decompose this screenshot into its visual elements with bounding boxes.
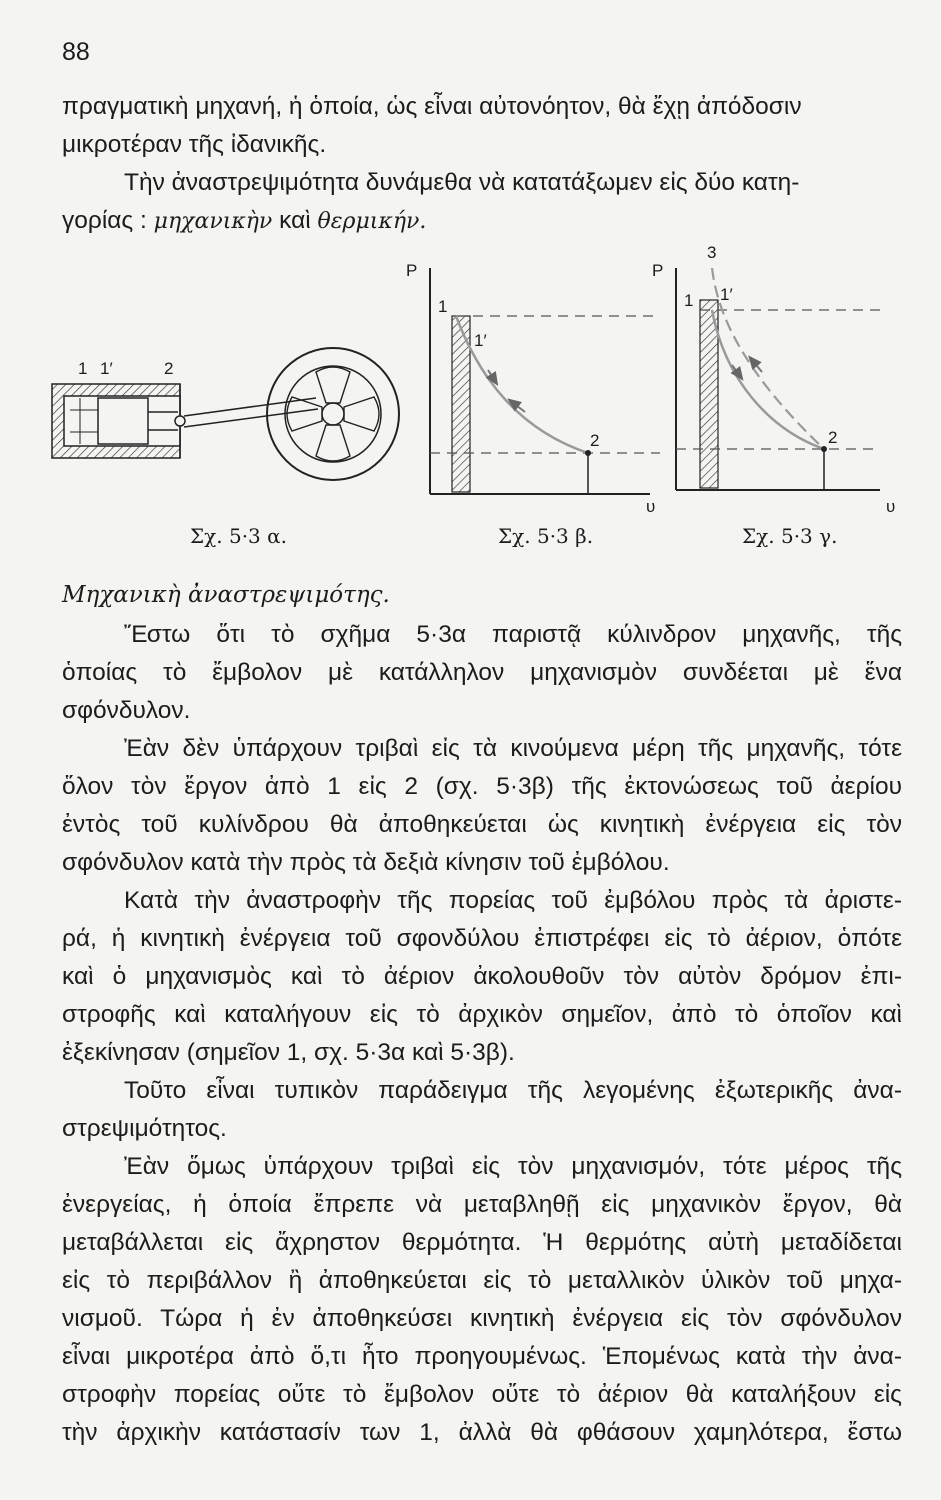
figure-group: [0, 0, 941, 560]
text-line: ἐντὸς τοῦ κυλίνδρου θὰ ἀποθηκεύεται ὡς κινητικὴ ἐνέργεια εἰς τὸν: [62, 811, 902, 838]
figure-5-3b: [406, 261, 660, 516]
axis-label-p: P: [406, 261, 418, 280]
text-line: ὁποίας τὸ ἔμβολον μὲ κατάλληλον μηχανισμὸν συνδέεται μὲ ἕνα: [62, 659, 902, 686]
text-line: ἐξεκίνησαν (σημεῖον 1, σχ. 5·3α καὶ 5·3β).: [62, 1039, 515, 1066]
caption-fig-5-3c: Σχ. 5·3 γ.: [742, 524, 838, 548]
point-2: 2: [590, 431, 600, 450]
caption-fig-5-3a: Σχ. 5·3 α.: [190, 524, 288, 548]
text-line: στροφὴν πορείας οὔτε τὸ ἔμβολον οὔτε τὸ ἀέριον θὰ καταλήξουν εἰς: [62, 1381, 902, 1408]
text-line: εἰς τὸ περιβάλλον ἢ ἀποθηκεύεται εἰς τὸ μεταλλικὸν ὑλικὸν τοῦ μηχα-: [62, 1267, 902, 1294]
point-1: 1: [684, 291, 694, 310]
label-2: 2: [164, 359, 174, 378]
expansion-curve: [712, 310, 824, 449]
page-number: 88: [62, 38, 90, 66]
text-line: καὶ ὁ μηχανισμὸς καὶ τὸ ἀέριον ἀκολουθοῦν τὸν αὐτὸν δρόμον ἐπι-: [62, 963, 902, 990]
text-line: Ἐὰν δὲν ὑπάρχουν τριβαὶ εἰς τὰ κινούμενα μέρη τῆς μηχανῆς, τότε: [124, 735, 902, 762]
text-line: Τοῦτο εἶναι τυπικὸν παράδειγμα τῆς λεγομένης ἐξωτερικῆς ἀνα-: [124, 1077, 902, 1104]
text-line: μεταβάλλεται εἰς ἄχρηστον θερμότητα. Ἡ θερμότης αὐτὴ μεταδίδεται: [62, 1229, 902, 1256]
point-2: 2: [828, 428, 838, 447]
figure-5-3c: [652, 243, 895, 516]
text-line: ὅλον τὸν ἔργον ἀπὸ 1 εἰς 2 (σχ. 5·3β) τῆς ἐκτονώσεως τοῦ ἀερίου: [62, 773, 902, 800]
label-1: 1: [78, 359, 88, 378]
text-line: μικροτέραν τῆς ἰδανικῆς.: [62, 131, 327, 158]
text-fragment: γορίας :: [62, 207, 147, 234]
point-1: 1: [438, 297, 448, 316]
point-1prime: 1′: [720, 285, 733, 304]
axis-label-v: υ: [886, 497, 896, 516]
text-line: σφόνδυλον κατὰ τὴν πρὸς τὰ δεξιὰ κίνησιν τοῦ ἐμβόλου.: [62, 849, 670, 876]
text-line: τὴν ἀρχικὴν κατάστασίν των 1, ἀλλὰ θὰ φθάσουν χαμηλότερα, ἔστω: [62, 1419, 902, 1446]
section-heading: Μηχανικὴ ἀναστρεψιμότης.: [62, 582, 390, 608]
text-line: Κατὰ τὴν ἀναστροφὴν τῆς πορείας τοῦ ἐμβόλου πρὸς τὰ ἀριστε-: [124, 887, 902, 914]
text-fragment: καὶ: [279, 207, 311, 234]
text-line: στρεψιμότητος.: [62, 1115, 227, 1142]
flywheel: [267, 348, 399, 480]
text-line: ἐνεργείας, ἡ ὁποία ἔπρεπε νὰ μεταβληθῇ εἰς μηχανικὸν ἔργον, θὰ: [62, 1191, 902, 1218]
connecting-rod: [184, 398, 318, 427]
text-line: πραγματικὴ μηχανή, ἡ ὁποία, ὡς εἶναι αὐτονόητον, θὰ ἔχῃ ἀπόδοσιν: [62, 93, 802, 120]
text-line: στροφῆς καὶ καταλήγουν εἰς τὸ ἀρχικὸν σημεῖον, ἀπὸ τὸ ὁποῖον καὶ: [62, 1001, 902, 1028]
text-line: εἶναι μικροτέρα ἀπὸ ὅ,τι ἦτο προηγουμένως. Ἑπομένως κατὰ τὴν ἀνα-: [62, 1343, 902, 1370]
text-line: ρά, ἡ κινητικὴ ἐνέργεια τοῦ σφονδύλου ἐπιστρέφει εἰς τὸ ἀέριον, ὁπότε: [62, 925, 902, 952]
text-line: νισμοῦ. Τώρα ἡ ἐν ἀποθηκεύσει κινητικὴ ἐνέργεια εἰς τὸν σφόνδυλον: [62, 1305, 902, 1332]
italic-term: θερμικήν.: [317, 209, 427, 234]
axis-label-p: P: [652, 261, 664, 280]
text-line: Ἔστω ὅτι τὸ σχῆμα 5·3α παριστᾷ κύλινδρον μηχανῆς, τῆς: [124, 621, 902, 648]
italic-term: μηχανικὴν: [153, 209, 273, 234]
point-1prime: 1′: [474, 331, 487, 350]
text-line: Τὴν ἀναστρεψιμότητα δυνάμεθα νὰ κατατάξωμεν εἰς δύο κατη-: [124, 169, 800, 196]
caption-fig-5-3b: Σχ. 5·3 β.: [498, 524, 594, 548]
text-line: Ἐὰν ὅμως ὑπάρχουν τριβαὶ εἰς τὸν μηχανισμόν, τότε μέρος τῆς: [124, 1153, 902, 1180]
axis-label-v: υ: [646, 497, 656, 516]
figure-5-3a: [52, 348, 399, 480]
point-3: 3: [707, 243, 717, 262]
label-1prime: 1′: [100, 359, 113, 378]
text-line: σφόνδυλον.: [62, 697, 191, 724]
